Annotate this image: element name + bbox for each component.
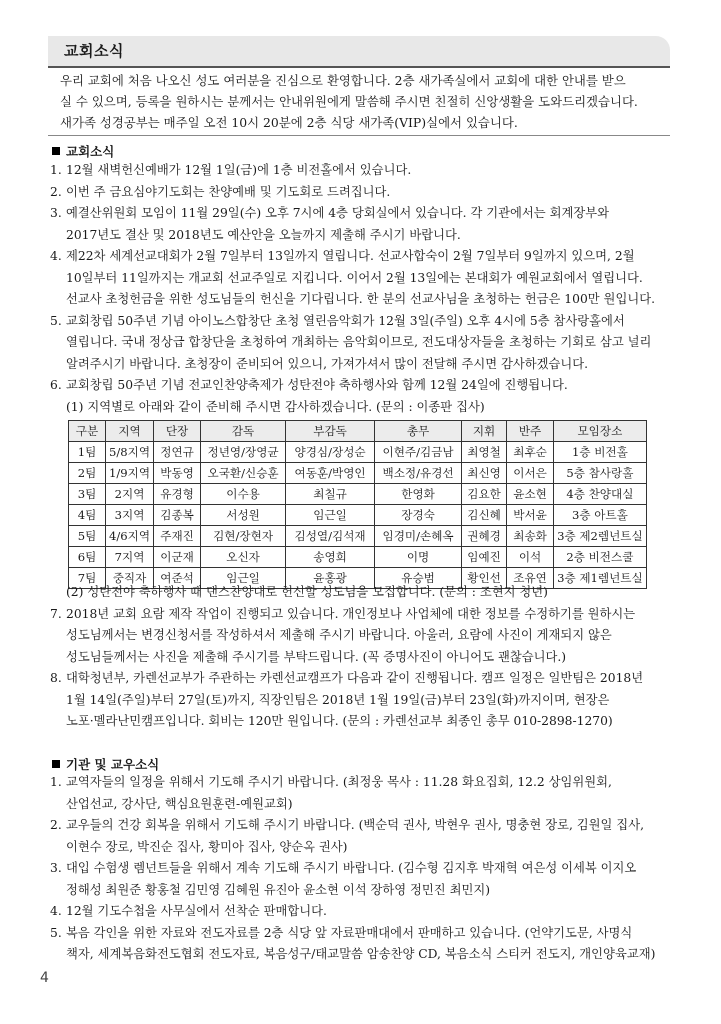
table-cell: 7팀 [69, 568, 106, 589]
table-cell: 5층 참사랑홀 [554, 463, 647, 484]
table-cell: 3층 아트홀 [554, 505, 647, 526]
table-cell: 최후순 [507, 442, 554, 463]
table-cell: 중직자 [106, 568, 154, 589]
table-cell: 최영철 [462, 442, 507, 463]
list-item: 5. 교회창립 50주년 기념 아이노스합창단 초청 열린음악회가 12월 3일(주일) 오후 4시에 5층 참사랑홀에서 열립니다. 국내 정상급 합창단을 초청하여 개최하는 음악회이므로, 전도대상자들을 초청하는 기회로 삼고 널리 알려주시기 바랍니다. 초청장이 준비되어 있으니, 가져가셔서 많이 전달해 주시면 감사하겠습니다. [50, 313, 652, 371]
column-header: 지휘 [462, 421, 507, 442]
table-cell: 임근일 [201, 568, 286, 589]
column-header: 구분 [69, 421, 106, 442]
table-cell: 박서윤 [507, 505, 554, 526]
table-cell: 양경심/장성순 [286, 442, 375, 463]
table-cell: 김현/장현자 [201, 526, 286, 547]
table-cell: 4/6지역 [106, 526, 154, 547]
table-cell: 주재진 [154, 526, 201, 547]
column-header: 모임장소 [554, 421, 647, 442]
table-cell: 5팀 [69, 526, 106, 547]
table-cell: 김종복 [154, 505, 201, 526]
prayer-heading: 기관 및 교우소식 [52, 755, 159, 773]
list-item: 8. 대학청년부, 카렌선교부가 주관하는 카렌선교캠프가 다음과 같이 진행됩니다. 캠프 일정은 일반팀은 2018년 1월 14일(주일)부터 27일(토)까지, 직장인팀은 2018년 1월 19일(금)부터 23일(화)까지이며, 현장은 노포·멜라난민캠프입니다. 회비는 120만 원입니다. (문의 : 카렌선교부 최종인 총무 010-2898-1270) [50, 671, 644, 728]
table-row [69, 505, 647, 526]
column-header: 지역 [106, 421, 154, 442]
table-cell: 윤홍광 [286, 568, 375, 589]
page-title: 교회소식 [64, 42, 124, 60]
table-cell: 한영화 [375, 484, 462, 505]
table-cell: 3지역 [106, 505, 154, 526]
table-cell: 1팀 [69, 442, 106, 463]
table-cell: 이현주/김금남 [375, 442, 462, 463]
table-cell: 임예진 [462, 547, 507, 568]
table-cell: 백소정/유경선 [375, 463, 462, 484]
table-cell: 정년영/장영균 [201, 442, 286, 463]
table-cell: 7지역 [106, 547, 154, 568]
table-cell: 3팀 [69, 484, 106, 505]
column-header: 반주 [507, 421, 554, 442]
welcome-line: 새가족 성경공부는 매주일 오전 10시 20분에 2층 식당 새가족(VIP)실에서 있습니다. [60, 115, 518, 130]
list-item: 5. 복음 각인을 위한 자료와 전도자료를 2층 식당 앞 자료판매대에서 판매하고 있습니다. (언약기도문, 사명식 책자, 세계복음화전도협회 전도자료, 복음성구/태교말씀 암송찬양 CD, 복음소식 스티커 전도지, 개인양육교재) [50, 925, 656, 961]
table-cell: 여동훈/박영인 [286, 463, 375, 484]
table-cell: 이명 [375, 547, 462, 568]
table-cell: 4팀 [69, 505, 106, 526]
list-item: 4. 제22차 세계선교대회가 2월 7일부터 13일까지 열립니다. 선교사합숙이 2월 7일부터 9일까지 있으며, 2월 10일부터 11일까지는 개교회 선교주일로 지킵니다. 이어서 2월 13일에는 본대회가 예원교회에서 열립니다. 선교사 초청헌금을 위한 성도님들의 헌신을 기다립니다. 한 분의 선교사님을 초청하는 헌금은 100만 원입니다. [50, 249, 655, 306]
list-item: 2. 교우들의 건강 회복을 위해서 기도해 주시기 바랍니다. (백순덕 권사, 박현우 권사, 명충현 장로, 김원일 집사, 이현수 장로, 박진순 집사, 황미아 집사, 양순옥 권사) [50, 818, 644, 854]
list-item: 2. 이번 주 금요심야기도회는 찬양예배 및 기도회로 드려집니다. [50, 184, 391, 199]
table-cell: 황인선 [462, 568, 507, 589]
table-cell: 이석 [507, 547, 554, 568]
square-bullet-icon [52, 760, 60, 768]
table-cell: 6팀 [69, 547, 106, 568]
list-item: 3. 대입 수험생 렘넌트들을 위해서 계속 기도해 주시기 바랍니다. (김수형 김지후 박재혁 여은성 이세복 이지오 정해성 최원준 황홍철 김민영 김혜원 유진아 윤소현 이석 장하영 정민진 최민지) [50, 861, 637, 897]
table-cell: 여준석 [154, 568, 201, 589]
table-cell: 이군재 [154, 547, 201, 568]
list-item: 4. 12월 기도수첩을 사무실에서 선착순 판매합니다. [50, 904, 327, 918]
team-schedule-table [68, 420, 647, 589]
table-cell: 최송화 [507, 526, 554, 547]
table-cell: 이서은 [507, 463, 554, 484]
list-item: 3. 예결산위원회 모임이 11월 29일(수) 오후 7시에 4층 당회실에서 있습니다. 각 기관에서는 회계장부와 2017년도 결산 및 2018년도 예산안을 오늘까지 제출해 주시기 바랍니다. [50, 206, 609, 242]
table-row [69, 547, 647, 568]
table-cell: 오국환/신승훈 [201, 463, 286, 484]
square-bullet-icon [52, 147, 60, 155]
welcome-paragraph [60, 70, 660, 133]
list-item-note: (2) 성탄전야 축하행사 때 댄스찬양대로 헌신할 성도님을 모집합니다. (문의 : 조현지 청년) [66, 585, 548, 599]
table-row [69, 463, 647, 484]
table-cell: 이수용 [201, 484, 286, 505]
table-cell: 1/9지역 [106, 463, 154, 484]
list-item: 1. 12월 새벽헌신예배가 12월 1일(금)에 1층 비전홀에서 있습니다. [50, 163, 412, 177]
table-cell: 임근일 [286, 505, 375, 526]
table-cell: 윤소현 [507, 484, 554, 505]
table-cell: 조유연 [507, 568, 554, 589]
table-cell: 임경미/손혜옥 [375, 526, 462, 547]
table-row [69, 526, 647, 547]
table-cell: 4층 찬양대실 [554, 484, 647, 505]
table-header-row [69, 421, 647, 442]
table-cell: 2층 비전스쿨 [554, 547, 647, 568]
table-cell: 오신자 [201, 547, 286, 568]
table-cell: 김요한 [462, 484, 507, 505]
table-cell: 3층 제1렘넌트실 [554, 568, 647, 589]
table-cell: 5/8지역 [106, 442, 154, 463]
table-cell: 2지역 [106, 484, 154, 505]
section-header-bar [48, 36, 670, 66]
column-header: 총무 [375, 421, 462, 442]
table-cell: 정연규 [154, 442, 201, 463]
table-row [69, 442, 647, 463]
column-header: 부감독 [286, 421, 375, 442]
table-cell: 최칠규 [286, 484, 375, 505]
column-header: 감독 [201, 421, 286, 442]
table-row [69, 484, 647, 505]
table-cell: 2팀 [69, 463, 106, 484]
table-cell: 송영희 [286, 547, 375, 568]
table-cell: 김신혜 [462, 505, 507, 526]
table-cell: 유경형 [154, 484, 201, 505]
table-cell: 장경숙 [375, 505, 462, 526]
news-heading: 교회소식 [52, 142, 114, 160]
table-cell: 최신영 [462, 463, 507, 484]
welcome-line: 실 수 있으며, 등록을 원하시는 분께서는 안내위원에게 말씀해 주시면 친절히 신앙생활을 도와드리겠습니다. [60, 94, 638, 109]
table-cell: 김성열/김석재 [286, 526, 375, 547]
news-list-continued [50, 582, 680, 733]
welcome-divider [48, 135, 670, 136]
welcome-line: 우리 교회에 처음 나오신 성도 여러분을 진심으로 환영합니다. 2층 새가족실에서 교회에 대한 안내를 받으 [60, 73, 626, 88]
list-item: 1. 교역자들의 일정을 위해서 기도해 주시기 바랍니다. (최정웅 목사 : 11.28 화요집회, 12.2 상임위원회, 산업선교, 강사단, 핵심요원훈련-예원교회) [50, 775, 612, 811]
table-cell: 권혜경 [462, 526, 507, 547]
news-list [50, 160, 680, 418]
page-number: 4 [40, 970, 49, 986]
header-divider [48, 66, 670, 68]
table-cell: 박동영 [154, 463, 201, 484]
table-cell: 유승범 [375, 568, 462, 589]
table-cell: 서성원 [201, 505, 286, 526]
prayer-list [50, 772, 680, 966]
column-header: 단장 [154, 421, 201, 442]
list-item: 6. 교회창립 50주년 기념 전교인찬양축제가 성탄전야 축하행사와 함께 12월 24일에 진행됩니다. (1) 지역별로 아래와 같이 준비해 주시면 감사하겠습니다. (문의 : 이종판 집사) [50, 378, 568, 414]
table-cell: 1층 비전홀 [554, 442, 647, 463]
list-item: 7. 2018년 교회 요람 제작 작업이 진행되고 있습니다. 개인정보나 사업체에 대한 정보를 수정하기를 원하시는 성도님께서는 변경신청서를 작성하셔서 제출해 주시기 바랍니다. 아울러, 요람에 사진이 게재되지 않은 성도님들께서는 사진을 제출해 주시기를 부탁드립니다. (꼭 증명사진이 아니어도 괜찮습니다.) [50, 606, 636, 664]
table-cell: 3층 제2렘넌트실 [554, 526, 647, 547]
